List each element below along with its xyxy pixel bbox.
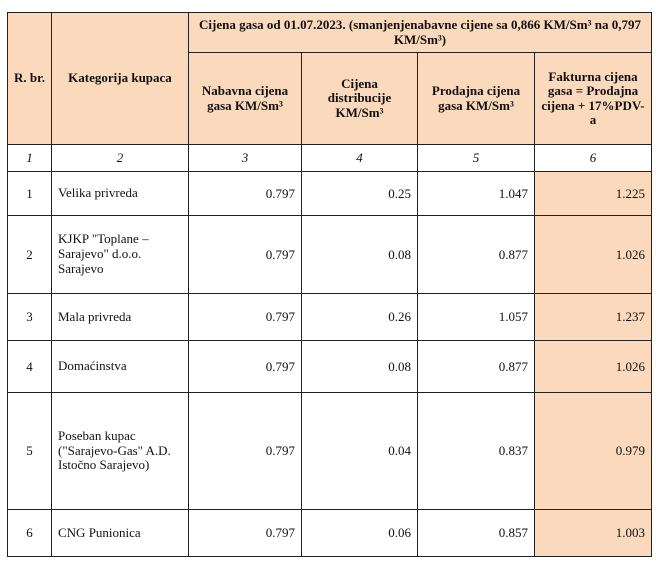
category-name: KJKP "Toplane – Sarajevo" d.o.o. Sarajevo — [52, 216, 189, 294]
column-number: 5 — [418, 145, 535, 172]
prodajna-value: 0.877 — [418, 341, 535, 393]
table-row — [8, 341, 652, 393]
category-name: Velika privreda — [52, 172, 189, 216]
row-number: 3 — [8, 294, 52, 341]
nabavna-value: 0.797 — [189, 510, 302, 557]
column-number-row — [8, 145, 652, 172]
category-name: Poseban kupac ("Sarajevo-Gas" A.D. Istočno Sarajevo) — [52, 393, 189, 510]
table-row — [8, 216, 652, 294]
row-number: 1 — [8, 172, 52, 216]
prodajna-value: 0.857 — [418, 510, 535, 557]
column-number: 3 — [189, 145, 302, 172]
row-number: 4 — [8, 341, 52, 393]
nabavna-value: 0.797 — [189, 294, 302, 341]
distribucija-value: 0.08 — [302, 341, 418, 393]
table-row — [8, 294, 652, 341]
fakturna-value: 1.237 — [535, 294, 652, 341]
fakturna-value: 1.225 — [535, 172, 652, 216]
header-group-title: Cijena gasa od 01.07.2023. (smanjenjenabavne cijene sa 0,866 KM/Sm³ na 0,797 KM/Sm³) — [189, 13, 652, 53]
header-distribucija: Cijena distribucije KM/Sm³ — [302, 53, 418, 145]
header-prodajna: Prodajna cijena gasa KM/Sm³ — [418, 53, 535, 145]
fakturna-value: 1.003 — [535, 510, 652, 557]
distribucija-value: 0.26 — [302, 294, 418, 341]
column-number: 6 — [535, 145, 652, 172]
category-name: CNG Punionica — [52, 510, 189, 557]
fakturna-value: 0.979 — [535, 393, 652, 510]
nabavna-value: 0.797 — [189, 393, 302, 510]
distribucija-value: 0.08 — [302, 216, 418, 294]
prodajna-value: 0.837 — [418, 393, 535, 510]
header-rbr: R. br. — [8, 13, 52, 145]
column-number: 2 — [52, 145, 189, 172]
table-row — [8, 393, 652, 510]
fakturna-value: 1.026 — [535, 216, 652, 294]
nabavna-value: 0.797 — [189, 172, 302, 216]
header-nabavna: Nabavna cijena gasa KM/Sm³ — [189, 53, 302, 145]
column-number: 4 — [302, 145, 418, 172]
nabavna-value: 0.797 — [189, 216, 302, 294]
header-kategorija: Kategorija kupaca — [52, 13, 189, 145]
nabavna-value: 0.797 — [189, 341, 302, 393]
prodajna-value: 0.877 — [418, 216, 535, 294]
fakturna-value: 1.026 — [535, 341, 652, 393]
prodajna-value: 1.047 — [418, 172, 535, 216]
category-name: Domaćinstva — [52, 341, 189, 393]
row-number: 2 — [8, 216, 52, 294]
column-number: 1 — [8, 145, 52, 172]
table-row — [8, 510, 652, 557]
header-fakturna: Fakturna cijena gasa = Prodajna cijena + 17%PDV-a — [535, 53, 652, 145]
row-number: 5 — [8, 393, 52, 510]
category-name: Mala privreda — [52, 294, 189, 341]
prodajna-value: 1.057 — [418, 294, 535, 341]
row-number: 6 — [8, 510, 52, 557]
distribucija-value: 0.04 — [302, 393, 418, 510]
distribucija-value: 0.25 — [302, 172, 418, 216]
distribucija-value: 0.06 — [302, 510, 418, 557]
gas-price-table — [7, 12, 652, 557]
table-row — [8, 172, 652, 216]
